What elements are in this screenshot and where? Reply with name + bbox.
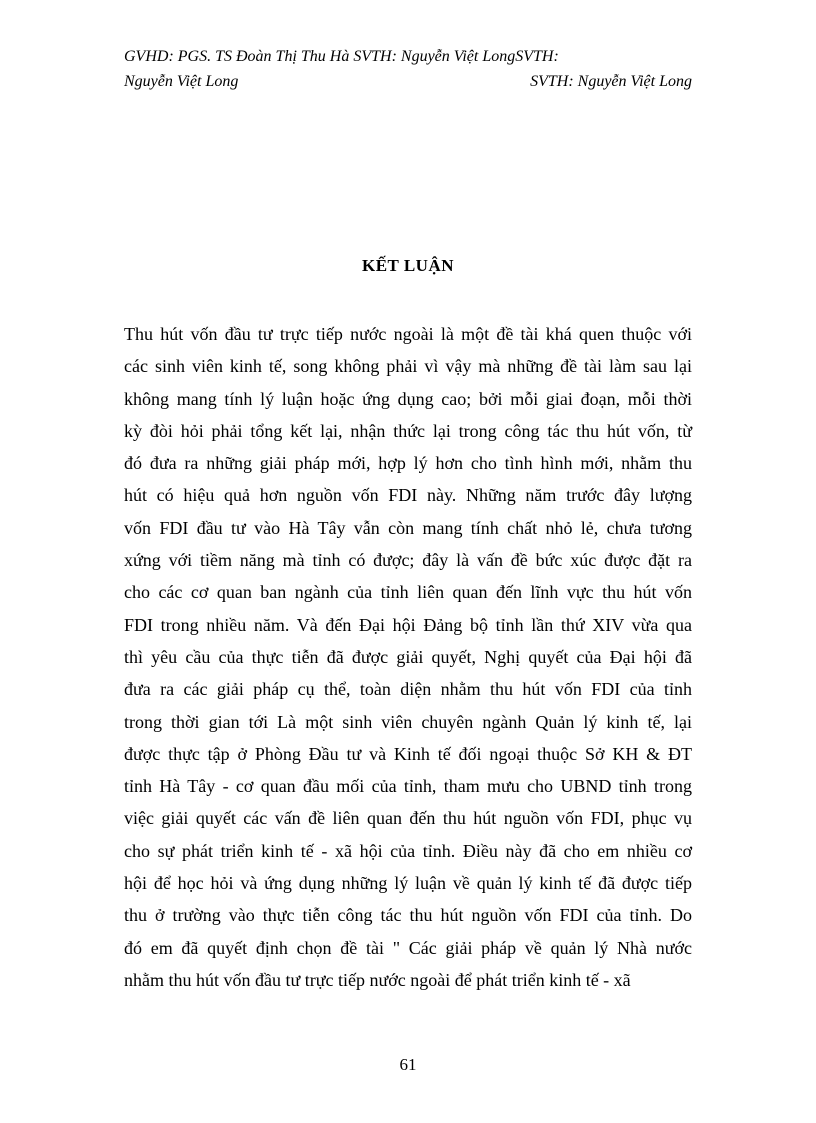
header-line-2 xyxy=(124,69,692,94)
body-line: được thực tập ở Phòng Đầu tư và Kinh tế đối ngoại thuộc Sở KH & ĐT xyxy=(124,743,692,764)
body-line: FDI trong nhiều năm. Và đến Đại hội Đảng bộ tỉnh lần thứ XIV vừa qua xyxy=(124,614,692,635)
body-line: thì yêu cầu của thực tiễn đã được giải quyết, Nghị quyết của Đại hội đã xyxy=(124,646,692,667)
body-line: hội để học hỏi và ứng dụng những lý luận về quản lý kinh tế đã được tiếp xyxy=(124,873,692,894)
page-number: 61 xyxy=(399,1055,417,1074)
body-line: cho các cơ quan ban ngành của tỉnh liên quan đến lĩnh vực thu hút vốn xyxy=(124,582,692,603)
body-line: việc giải quyết các vấn đề liên quan đến thu hút nguồn vốn FDI, phục vụ xyxy=(124,808,692,829)
body-line: đưa ra các giải pháp cụ thể, toàn diện nhằm thu hút vốn FDI của tỉnh xyxy=(124,679,692,700)
body-line: vốn FDI đầu tư vào Hà Tây vẫn còn mang tính chất nhỏ lẻ, chưa tương xyxy=(124,517,692,538)
body-line: không mang tính lý luận hoặc ứng dụng cao; bởi mỗi giai đoạn, mỗi thời xyxy=(124,388,692,409)
body-line: đó em đã quyết định chọn đề tài " Các giải pháp về quản lý Nhà nước xyxy=(124,937,692,958)
body-line: đó đưa ra những giải pháp mới, hợp lý hơn cho tình hình mới, nhằm thu xyxy=(124,453,692,474)
body-line: xứng với tiềm năng mà tỉnh có được; đây là vấn đề bức xúc được đặt ra xyxy=(124,550,692,571)
header-author-right: SVTH: Nguyễn Việt Long xyxy=(530,73,692,90)
page-header xyxy=(124,44,692,94)
section-title: KẾT LUẬN xyxy=(361,256,454,275)
conclusion-paragraph xyxy=(124,318,692,996)
body-line: hút có hiệu quả hơn nguồn vốn FDI này. Những năm trước đây lượng xyxy=(124,485,692,506)
body-line: tỉnh Hà Tây - cơ quan đầu mối của tỉnh, tham mưu cho UBND tỉnh trong xyxy=(124,776,692,797)
body-line: Thu hút vốn đầu tư trực tiếp nước ngoài là một đề tài khá quen thuộc với xyxy=(124,324,692,344)
body-line: cho sự phát triển kinh tế - xã hội của tỉnh. Điều này đã cho em nhiều cơ xyxy=(124,840,692,861)
body-line: thu ở trường vào thực tiễn công tác thu hút nguồn vốn FDI của tỉnh. Do xyxy=(124,905,692,926)
body-line: kỳ đòi hỏi phải tổng kết lại, nhận thức lại trong công tác thu hút vốn, từ xyxy=(124,420,692,441)
body-line: nhằm thu hút vốn đầu tư trực tiếp nước ngoài để phát triển kinh tế - xã xyxy=(124,969,631,990)
body-line: các sinh viên kinh tế, song không phải vì vậy mà những đề tài làm sau lại xyxy=(124,356,692,377)
header-line-1: GVHD: PGS. TS Đoàn Thị Thu Hà SVTH: Nguyễn Việt LongSVTH: xyxy=(124,48,559,65)
body-line: trong thời gian tới Là một sinh viên chuyên ngành Quản lý kinh tế, lại xyxy=(124,711,692,732)
header-author-left: Nguyễn Việt Long xyxy=(124,73,239,90)
